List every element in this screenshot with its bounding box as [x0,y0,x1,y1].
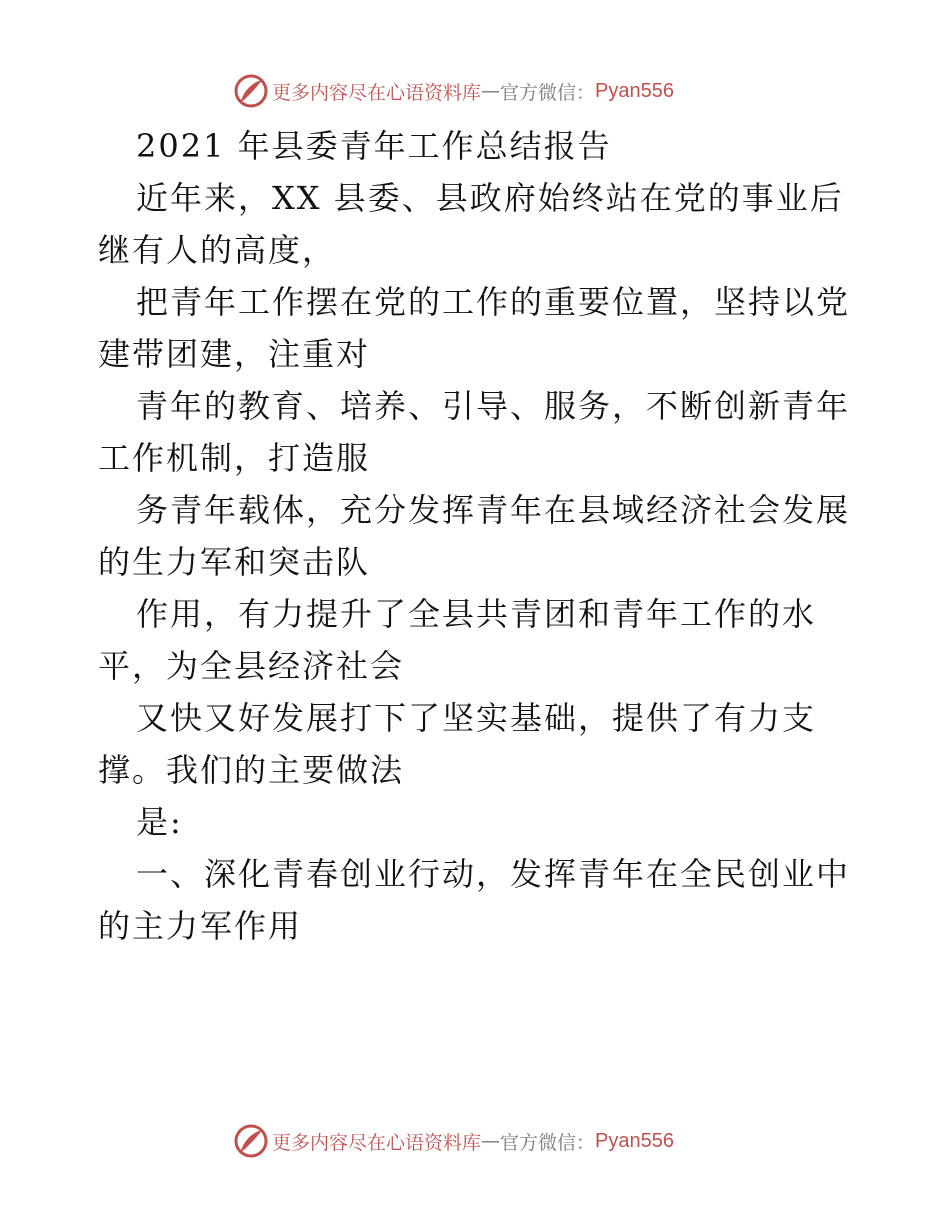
document-title: 2021 年县委青年工作总结报告 [136,127,612,165]
paragraph-line: 作用，有力提升了全县共青团和青年工作的水 [136,595,817,633]
watermark-header [234,73,674,109]
watermark-text: 更多内容尽在心语资料库 [272,1131,482,1154]
paragraph-line: 务青年载体，充分发挥青年在县域经济社会发展 [136,491,851,529]
watermark-wechat-id: Pyan556 [595,79,674,102]
paragraph-line: 建带团建，注重对 [98,335,371,373]
paragraph-line: 又快又好发展打下了坚实基础，提供了有力支 [136,699,817,737]
watermark-wechat-id: Pyan556 [595,1129,674,1152]
paragraph-line: 的生力军和突击队 [98,543,371,581]
document-body [98,120,858,952]
quill-logo-icon [234,1124,268,1158]
paragraph-line: 是: [136,803,183,841]
paragraph-line: 青年的教育、培养、引导、服务，不断创新青年 [136,387,851,425]
paragraph-line: 工作机制，打造服 [98,439,371,477]
paragraph-line: 平，为全县经济社会 [98,647,405,685]
watermark-wechat-label: 官方微信： [500,1131,596,1154]
paragraph-line: 继有人的高度， [98,231,337,269]
paragraph-line: 把青年工作摆在党的工作的重要位置，坚持以党 [136,283,851,321]
paragraph-line: 近年来，XX 县委、县政府始终站在党的事业后 [136,179,844,217]
watermark-wechat-label: 官方微信： [500,81,596,104]
watermark-separator: — [481,1130,501,1152]
quill-logo-icon [234,74,268,108]
section-heading: 一、深化青春创业行动，发挥青年在全民创业中 [136,855,851,893]
paragraph-line: 撑。我们的主要做法 [98,751,405,789]
watermark-footer [234,1123,674,1159]
watermark-text: 更多内容尽在心语资料库 [272,81,482,104]
paragraph-line: 的主力军作用 [98,907,303,945]
watermark-separator: — [481,80,501,102]
